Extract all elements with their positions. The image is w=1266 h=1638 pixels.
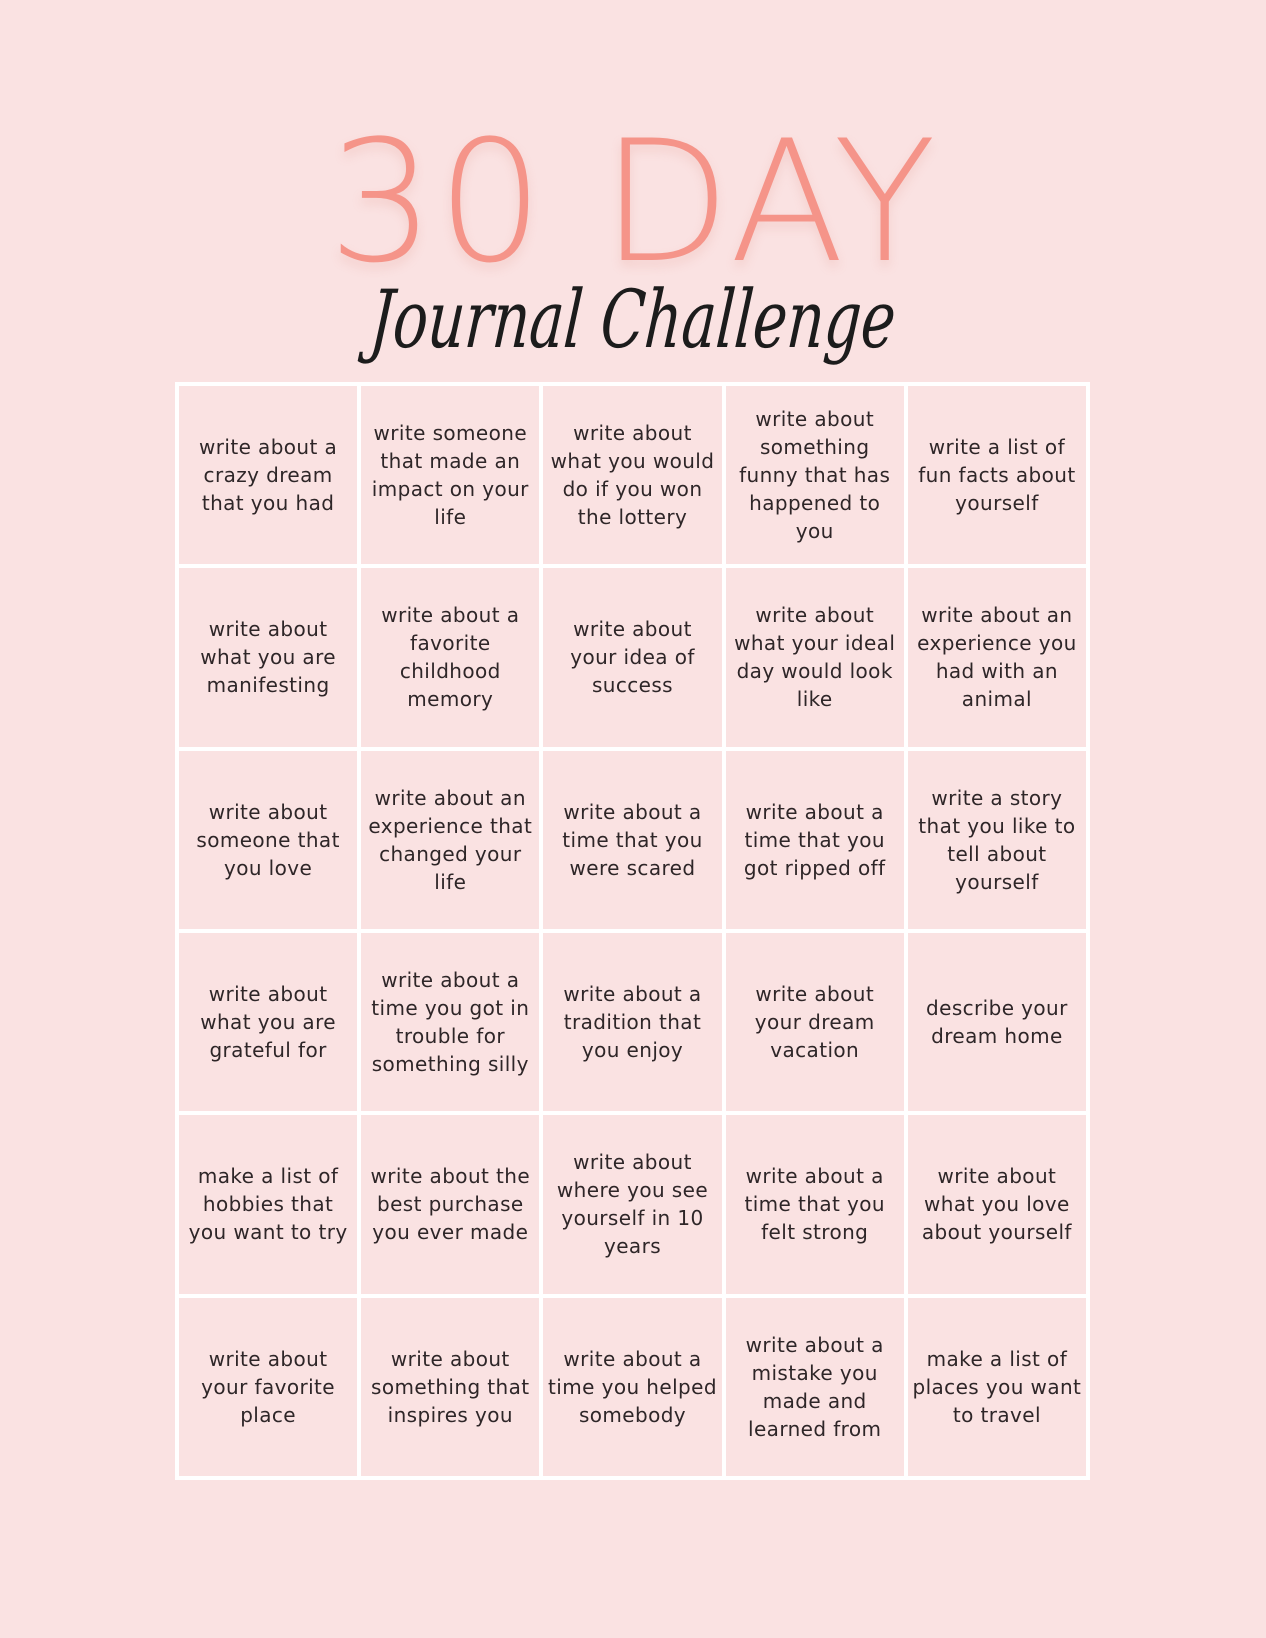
prompt-cell: write about a time that you got ripped off [724,749,906,931]
prompt-cell: describe your dream home [906,931,1088,1113]
challenge-grid [175,382,1090,1480]
prompt-cell: write a list of fun facts about yourself [906,384,1088,566]
prompt-cell: write about a tradition that you enjoy [541,931,723,1113]
prompt-cell: write about what you are grateful for [177,931,359,1113]
prompt-cell: make a list of hobbies that you want to try [177,1113,359,1295]
prompt-cell: write about the best purchase you ever made [359,1113,541,1295]
prompt-cell: write about what you are manifesting [177,566,359,748]
prompt-cell: write about someone that you love [177,749,359,931]
prompt-cell: write about an experience you had with an animal [906,566,1088,748]
prompt-cell: make a list of places you want to travel [906,1296,1088,1478]
prompt-cell: write about a crazy dream that you had [177,384,359,566]
prompt-cell: write about a time that you felt strong [724,1113,906,1295]
page-subtitle: Journal Challenge [366,273,900,366]
prompt-cell: write about a time you got in trouble for something silly [359,931,541,1113]
prompt-cell: write about a mistake you made and learned from [724,1296,906,1478]
prompt-cell: write about what you love about yourself [906,1113,1088,1295]
page-title: 30 DAY [327,104,939,300]
prompt-cell: write about a favorite childhood memory [359,566,541,748]
prompt-cell: write about an experience that changed your life [359,749,541,931]
prompt-cell: write a story that you like to tell about yourself [906,749,1088,931]
prompt-cell: write about what you would do if you won the lottery [541,384,723,566]
prompt-cell: write about a time that you were scared [541,749,723,931]
prompt-cell: write about something that inspires you [359,1296,541,1478]
prompt-cell: write about something funny that has happened to you [724,384,906,566]
prompt-cell: write about your idea of success [541,566,723,748]
prompt-cell: write about where you see yourself in 10 years [541,1113,723,1295]
prompt-cell: write about what your ideal day would look like [724,566,906,748]
prompt-cell: write someone that made an impact on your life [359,384,541,566]
prompt-cell: write about your dream vacation [724,931,906,1113]
prompt-cell: write about a time you helped somebody [541,1296,723,1478]
prompt-cell: write about your favorite place [177,1296,359,1478]
